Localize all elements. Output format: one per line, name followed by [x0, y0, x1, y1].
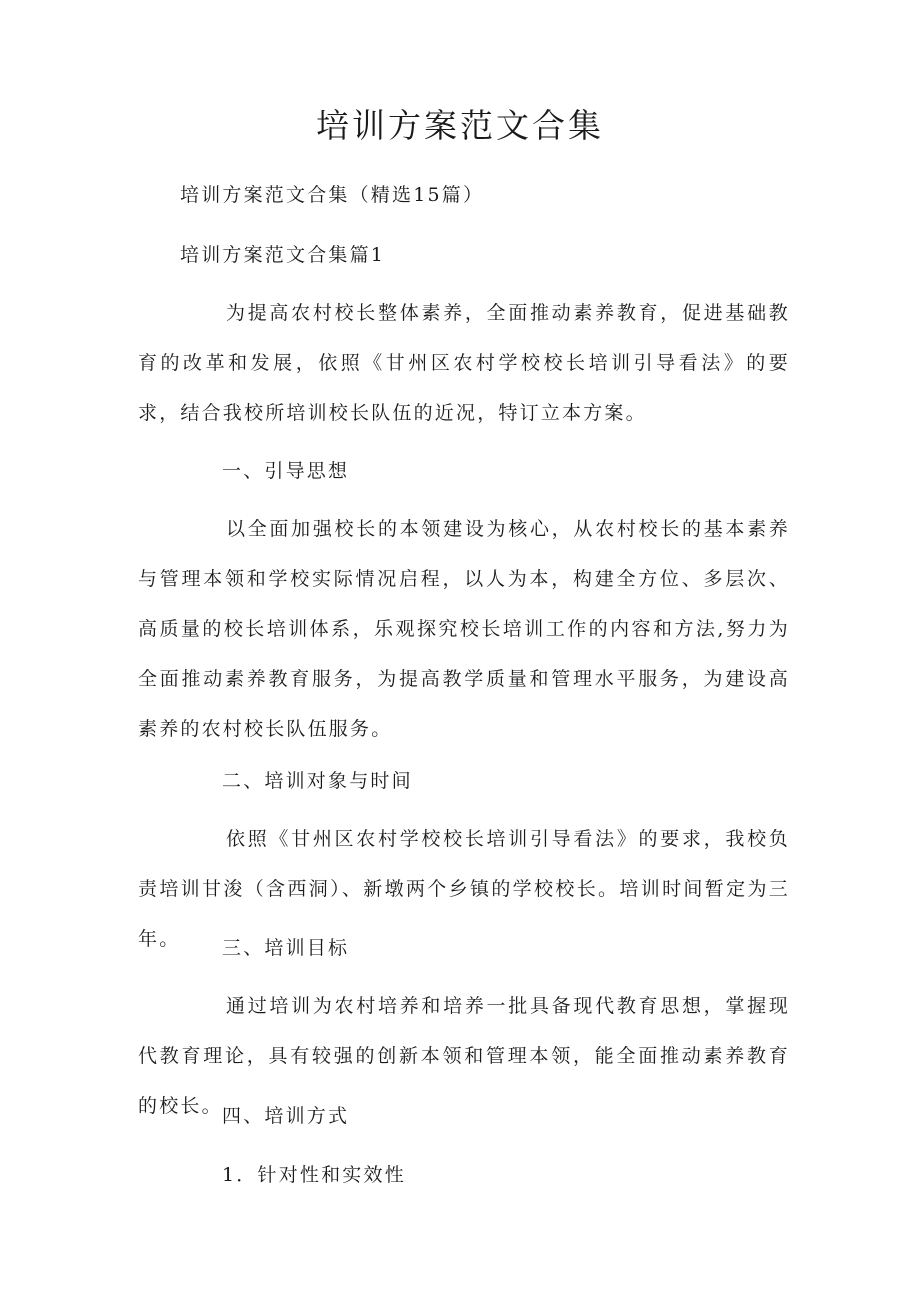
paragraph-target-time: 依照《甘州区农村学校校长培训引导看法》的要求，我校负责培训甘浚（含西洞）、新墩两个乡镇的学校校长。培训时间暂定为三年。: [138, 828, 790, 950]
paragraph-training-goal: 通过培训为农村培养和培养一批具备现代教育思想，掌握现代教育理论，具有较强的创新本领和管理本领，能全面推动素养教育的校长。: [138, 995, 790, 1117]
paragraph-guiding-thought: 以全面加强校长的本领建设为核心，从农村校长的基本素养与管理本领和学校实际情况启程，以人为本，构建全方位、多层次、高质量的校长培训体系，乐观探究校长培训工作的内容和方法,努力为全面推动素养教育服务，为提高教学质量和管理水平服务，为建设高素养的农村校长队伍服务。: [138, 518, 790, 740]
section-heading-guiding-thought: 一、引导思想: [222, 460, 350, 482]
section-heading-target-time: 二、培训对象与时间: [222, 770, 413, 792]
paragraph-intro: 为提高农村校长整体素养，全面推动素养教育，促进基础教育的改革和发展，依照《甘州区农村学校校长培训引导看法》的要求，结合我校所培训校长队伍的近况，特订立本方案。: [138, 302, 790, 424]
section-heading-training-goal: 三、培训目标: [222, 937, 350, 959]
document-title: 培训方案范文合集: [316, 106, 604, 145]
chapter-heading: 培训方案范文合集篇1: [180, 244, 386, 266]
section-heading-training-method: 四、培训方式: [222, 1105, 350, 1127]
subsection-heading-1: 1．针对性和实效性: [222, 1164, 406, 1186]
subtitle: 培训方案范文合集（精选15篇）: [180, 184, 485, 206]
